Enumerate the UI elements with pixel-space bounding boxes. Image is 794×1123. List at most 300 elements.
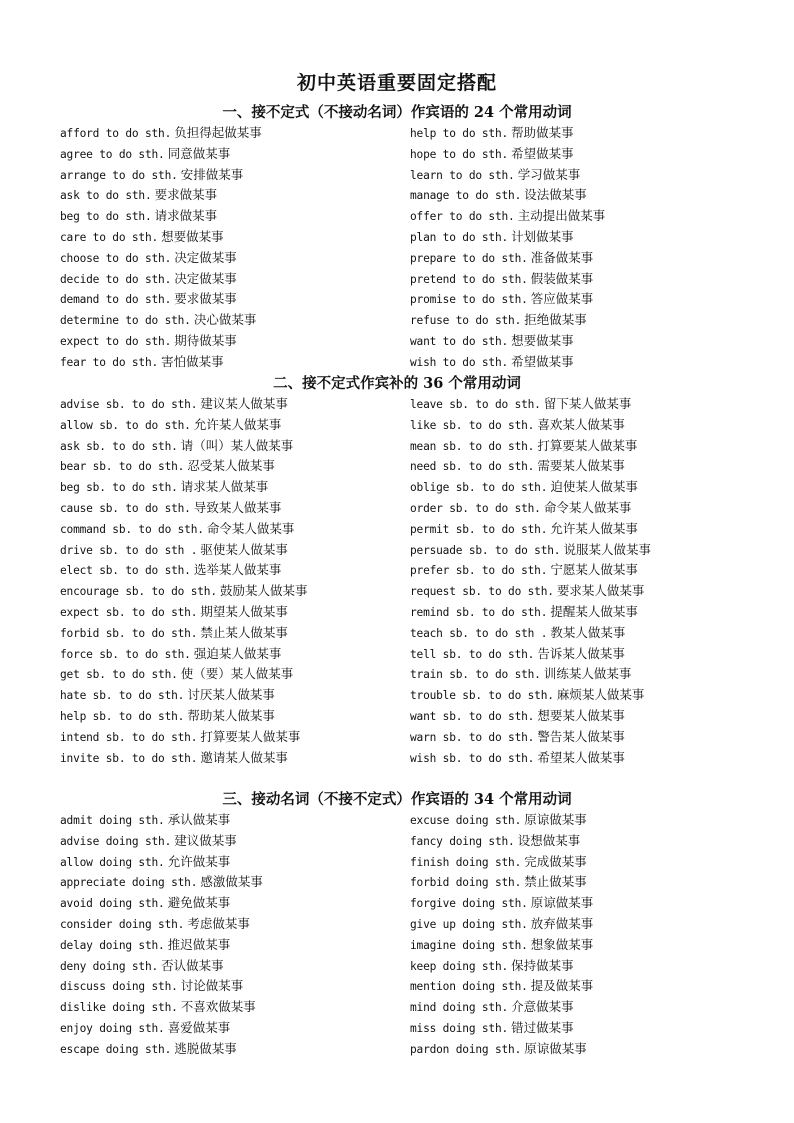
chinese-meaning: 想要做某事	[161, 228, 224, 244]
english-phrase: deny doing sth.	[60, 959, 159, 973]
entry-row	[60, 935, 760, 956]
phrase-entry	[410, 852, 587, 874]
chinese-meaning: 说服某人做某事	[563, 541, 651, 557]
chinese-meaning: 要求某人做某事	[556, 583, 645, 599]
english-phrase: hope to do sth.	[410, 147, 509, 161]
chinese-meaning: 设想做某事	[517, 832, 581, 848]
entry-row	[60, 685, 760, 706]
phrase-entry	[410, 727, 625, 749]
section-1-list	[60, 123, 760, 373]
chinese-meaning: 答应做某事	[530, 291, 594, 307]
entry-row	[60, 227, 760, 248]
english-phrase: oblige sb. to do sth.	[410, 481, 548, 495]
chinese-meaning: 安排做某事	[180, 166, 244, 182]
english-phrase: bear sb. to do sth.	[60, 460, 185, 474]
english-phrase: invite sb. to do sth.	[60, 751, 198, 765]
chinese-meaning: 教某人做某事	[550, 624, 626, 640]
phrase-entry	[410, 831, 580, 853]
english-phrase: appreciate doing sth.	[60, 876, 198, 890]
entry-row	[60, 498, 760, 519]
phrase-entry	[60, 623, 288, 645]
english-phrase: need sb. to do sth.	[410, 460, 535, 474]
chinese-meaning: 害怕做某事	[161, 353, 224, 369]
english-phrase: request sb. to do sth.	[410, 585, 554, 599]
chinese-meaning: 想要某人做某事	[537, 707, 625, 723]
entry-row	[60, 352, 760, 373]
english-phrase: give up doing sth.	[410, 917, 528, 931]
phrase-entry	[410, 477, 638, 499]
english-phrase: decide to do sth.	[60, 272, 172, 286]
chinese-meaning: 迫使某人做某事	[550, 479, 638, 495]
english-phrase: leave sb. to do sth.	[410, 398, 541, 411]
chinese-meaning: 请求做某事	[154, 208, 218, 224]
phrase-entry	[60, 727, 300, 749]
english-phrase: keep doing sth.	[410, 959, 509, 973]
english-phrase: get sb. to do sth.	[60, 668, 178, 682]
chinese-meaning: 决定做某事	[174, 270, 237, 286]
chinese-meaning: 喜爱做某事	[167, 1019, 231, 1035]
phrase-entry	[60, 394, 288, 416]
phrase-entry	[60, 519, 294, 541]
english-phrase: pardon doing sth.	[410, 1042, 522, 1056]
english-phrase: intend sb. to do sth.	[60, 730, 198, 744]
chinese-meaning: 使（要）某人做某事	[180, 666, 294, 682]
phrase-entry	[60, 748, 288, 770]
chinese-meaning: 建议某人做某事	[200, 396, 288, 411]
entry-row	[60, 810, 760, 831]
phrase-entry	[60, 477, 268, 499]
chinese-meaning: 介意做某事	[511, 999, 574, 1015]
phrase-entry	[410, 956, 574, 978]
entry-row	[60, 602, 760, 623]
phrase-entry	[60, 602, 288, 624]
entry-row	[60, 456, 760, 477]
chinese-meaning: 警告某人做某事	[537, 728, 625, 744]
entry-row	[60, 623, 760, 644]
phrase-entry	[410, 498, 631, 520]
chinese-meaning: 讨厌某人做某事	[187, 687, 275, 703]
english-phrase: advise doing sth.	[60, 834, 172, 848]
english-phrase: remind sb. to do sth.	[410, 605, 548, 619]
phrase-entry	[410, 227, 574, 249]
phrase-entry	[60, 123, 262, 145]
phrase-entry	[60, 872, 263, 894]
entry-row	[60, 144, 760, 165]
entry-row	[60, 123, 760, 144]
english-phrase: force sb. to do sth.	[60, 647, 191, 661]
english-phrase: promise to do sth.	[410, 293, 528, 307]
english-phrase: consider doing sth.	[60, 917, 185, 931]
entry-row	[60, 310, 760, 331]
phrase-entry	[60, 352, 224, 374]
chinese-meaning: 推迟做某事	[167, 936, 231, 952]
phrase-entry	[410, 165, 580, 187]
chinese-meaning: 选举某人做某事	[193, 562, 282, 578]
english-phrase: excuse doing sth.	[410, 814, 522, 827]
phrase-entry	[410, 664, 631, 686]
entry-row	[60, 997, 760, 1018]
english-phrase: want sb. to do sth.	[410, 709, 535, 723]
english-phrase: mind doing sth.	[410, 1001, 509, 1015]
phrase-entry	[60, 540, 288, 562]
phrase-entry	[410, 602, 638, 624]
phrase-entry	[410, 394, 631, 416]
phrase-entry	[410, 644, 625, 666]
phrase-entry	[410, 914, 593, 936]
phrase-entry	[410, 810, 587, 832]
phrase-entry	[410, 206, 605, 228]
chinese-meaning: 提醒某人做某事	[550, 603, 638, 619]
english-phrase: mention doing sth.	[410, 980, 528, 994]
phrase-entry	[410, 706, 625, 728]
phrase-entry	[60, 165, 243, 187]
entry-row	[60, 1039, 760, 1060]
entry-row	[60, 165, 760, 186]
chinese-meaning: 学习做某事	[517, 166, 581, 182]
entry-row	[60, 248, 760, 269]
entry-row	[60, 289, 760, 310]
entry-row	[60, 331, 760, 352]
english-phrase: allow doing sth.	[60, 855, 165, 869]
english-phrase: refuse to do sth.	[410, 314, 522, 328]
english-phrase: pretend to do sth.	[410, 272, 528, 286]
phrase-entry	[410, 623, 625, 645]
chinese-meaning: 希望做某事	[511, 145, 574, 161]
phrase-entry	[60, 852, 230, 874]
english-phrase: forgive doing sth.	[410, 897, 528, 911]
chinese-meaning: 导致某人做某事	[193, 499, 282, 515]
chinese-meaning: 决定做某事	[174, 249, 237, 265]
phrase-entry	[410, 436, 637, 458]
chinese-meaning: 要求做某事	[174, 291, 237, 307]
chinese-meaning: 感激做某事	[200, 874, 263, 890]
english-phrase: help sb. to do sth.	[60, 709, 185, 723]
english-phrase: wish to do sth.	[410, 355, 509, 369]
chinese-meaning: 邀请某人做某事	[200, 749, 288, 765]
english-phrase: expect sb. to do sth.	[60, 605, 198, 619]
english-phrase: plan to do sth.	[410, 230, 509, 244]
english-phrase: hate sb. to do sth.	[60, 689, 185, 703]
phrase-entry	[60, 956, 224, 978]
chinese-meaning: 逃脱做某事	[174, 1040, 237, 1056]
chinese-meaning: 错过做某事	[511, 1019, 574, 1035]
english-phrase: like sb. to do sth.	[410, 418, 535, 432]
entry-row	[60, 519, 760, 540]
phrase-entry	[60, 1039, 237, 1061]
phrase-entry	[60, 227, 224, 249]
phrase-entry	[410, 935, 593, 957]
english-phrase: afford to do sth.	[60, 127, 172, 140]
phrase-entry	[60, 269, 237, 291]
phrase-entry	[410, 248, 593, 270]
entry-row	[60, 206, 760, 227]
english-phrase: arrange to do sth.	[60, 168, 178, 182]
english-phrase: admit doing sth.	[60, 814, 165, 827]
english-phrase: forbid sb. to do sth.	[60, 626, 198, 640]
chinese-meaning: 宁愿某人做某事	[550, 562, 638, 578]
chinese-meaning: 强迫某人做某事	[193, 645, 282, 661]
entry-row	[60, 644, 760, 665]
chinese-meaning: 鼓励某人做某事	[219, 583, 308, 599]
chinese-meaning: 要求做某事	[154, 187, 218, 203]
english-phrase: order sb. to do sth.	[410, 501, 541, 515]
phrase-entry	[410, 123, 574, 145]
english-phrase: manage to do sth.	[410, 189, 522, 203]
section-3-heading: 三、接动名词（不接不定式）作宾语的 34 个常用动词	[222, 791, 572, 808]
chinese-meaning: 打算要某人做某事	[200, 728, 301, 744]
chinese-meaning: 帮助做某事	[511, 125, 574, 140]
chinese-meaning: 允许做某事	[167, 853, 231, 869]
chinese-meaning: 建议做某事	[174, 832, 237, 848]
phrase-entry	[410, 893, 593, 915]
chinese-meaning: 驱使某人做某事	[200, 541, 288, 557]
chinese-meaning: 保持做某事	[511, 957, 574, 973]
chinese-meaning: 允许某人做某事	[550, 520, 638, 536]
chinese-meaning: 期望某人做某事	[200, 603, 288, 619]
chinese-meaning: 计划做某事	[511, 228, 574, 244]
chinese-meaning: 期待做某事	[174, 332, 237, 348]
entry-row	[60, 727, 760, 748]
entry-row	[60, 394, 760, 415]
english-phrase: prepare to do sth.	[410, 251, 528, 265]
phrase-entry	[410, 1039, 587, 1061]
chinese-meaning: 讨论做某事	[180, 978, 244, 994]
entry-row	[60, 581, 760, 602]
section-1-heading: 一、接不定式（不接动名词）作宾语的 24 个常用动词	[222, 104, 572, 121]
entry-row	[60, 852, 760, 873]
chinese-meaning: 拒绝做某事	[524, 312, 587, 328]
phrase-entry	[410, 352, 574, 374]
phrase-entry	[410, 748, 625, 770]
chinese-meaning: 放弃做某事	[530, 915, 594, 931]
entry-row	[60, 436, 760, 457]
phrase-entry	[60, 248, 237, 270]
phrase-entry	[60, 810, 230, 832]
entry-row	[60, 540, 760, 561]
entry-row	[60, 477, 760, 498]
phrase-entry	[60, 935, 230, 957]
english-phrase: drive sb. to do sth .	[60, 543, 198, 557]
chinese-meaning: 命令某人做某事	[206, 520, 295, 536]
english-phrase: wish sb. to do sth.	[410, 751, 535, 765]
english-phrase: trouble sb. to do sth.	[410, 689, 554, 703]
english-phrase: choose to do sth.	[60, 251, 172, 265]
english-phrase: help to do sth.	[410, 127, 509, 140]
english-phrase: teach sb. to do sth .	[410, 626, 548, 640]
chinese-meaning: 请求某人做某事	[180, 479, 269, 495]
english-phrase: delay doing sth.	[60, 938, 165, 952]
phrase-entry	[60, 206, 217, 228]
chinese-meaning: 禁止做某事	[524, 874, 587, 890]
phrase-entry	[60, 185, 217, 207]
entry-row	[60, 269, 760, 290]
english-phrase: advise sb. to do sth.	[60, 398, 198, 411]
phrase-entry	[60, 581, 308, 603]
section-2-heading: 二、接不定式作宾补的 36 个常用动词	[273, 375, 521, 392]
english-phrase: tell sb. to do sth.	[410, 647, 535, 661]
phrase-entry	[410, 1018, 574, 1040]
chinese-meaning: 假装做某事	[530, 270, 594, 286]
phrase-entry	[60, 831, 237, 853]
phrase-entry	[410, 976, 593, 998]
english-phrase: elect sb. to do sth.	[60, 564, 191, 578]
english-phrase: fear to do sth.	[60, 355, 159, 369]
phrase-entry	[410, 540, 651, 562]
chinese-meaning: 承认做某事	[167, 812, 231, 827]
phrase-entry	[60, 498, 281, 520]
english-phrase: cause sb. to do sth.	[60, 501, 191, 515]
chinese-meaning: 喜欢某人做某事	[537, 416, 625, 432]
entry-row	[60, 664, 760, 685]
phrase-entry	[410, 560, 638, 582]
section-3-list	[60, 810, 760, 1060]
english-phrase: fancy doing sth.	[410, 834, 515, 848]
chinese-meaning: 训练某人做某事	[543, 666, 632, 682]
english-phrase: permit sb. to do sth.	[410, 522, 548, 536]
chinese-meaning: 避免做某事	[167, 895, 231, 911]
english-phrase: learn to do sth.	[410, 168, 515, 182]
chinese-meaning: 想要做某事	[511, 332, 574, 348]
entry-row	[60, 706, 760, 727]
page-title: 初中英语重要固定搭配	[296, 72, 497, 94]
chinese-meaning: 请（叫）某人做某事	[180, 437, 294, 453]
phrase-entry	[60, 144, 230, 166]
phrase-entry	[60, 560, 281, 582]
chinese-meaning: 允许某人做某事	[193, 416, 282, 432]
english-phrase: demand to do sth.	[60, 293, 172, 307]
chinese-meaning: 负担得起做某事	[174, 125, 262, 140]
english-phrase: train sb. to do sth.	[410, 668, 541, 682]
chinese-meaning: 原谅做某事	[524, 1040, 587, 1056]
chinese-meaning: 同意做某事	[167, 145, 231, 161]
chinese-meaning: 禁止某人做某事	[200, 624, 288, 640]
phrase-entry	[60, 456, 275, 478]
english-phrase: enjoy doing sth.	[60, 1021, 165, 1035]
phrase-entry	[410, 997, 574, 1019]
entry-row	[60, 976, 760, 997]
chinese-meaning: 设法做某事	[524, 187, 587, 203]
phrase-entry	[410, 415, 625, 437]
english-phrase: ask to do sth.	[60, 189, 152, 203]
phrase-entry	[60, 644, 281, 666]
phrase-entry	[410, 185, 587, 207]
chinese-meaning: 麻烦某人做某事	[556, 687, 645, 703]
english-phrase: avoid doing sth.	[60, 897, 165, 911]
english-phrase: command sb. to do sth.	[60, 522, 204, 536]
chinese-meaning: 准备做某事	[530, 249, 594, 265]
english-phrase: ask sb. to do sth.	[60, 439, 178, 453]
phrase-entry	[60, 310, 256, 332]
phrase-entry	[60, 436, 293, 458]
phrase-entry	[60, 997, 256, 1019]
phrase-entry	[60, 893, 230, 915]
english-phrase: care to do sth.	[60, 230, 159, 244]
phrase-entry	[60, 331, 237, 353]
entry-row	[60, 956, 760, 977]
chinese-meaning: 打算要某人做某事	[537, 437, 638, 453]
chinese-meaning: 想象做某事	[530, 936, 594, 952]
english-phrase: agree to do sth.	[60, 147, 165, 161]
phrase-entry	[60, 415, 281, 437]
phrase-entry	[410, 872, 587, 894]
english-phrase: warn sb. to do sth.	[410, 730, 535, 744]
section-2-list	[60, 394, 760, 768]
chinese-meaning: 希望做某事	[511, 353, 574, 369]
entry-row	[60, 560, 760, 581]
english-phrase: beg sb. to do sth.	[60, 481, 178, 495]
chinese-meaning: 告诉某人做某事	[537, 645, 625, 661]
chinese-meaning: 命令某人做某事	[543, 499, 632, 515]
entry-row	[60, 415, 760, 436]
entry-row	[60, 872, 760, 893]
chinese-meaning: 提及做某事	[530, 978, 594, 994]
english-phrase: discuss doing sth.	[60, 980, 178, 994]
entry-row	[60, 1018, 760, 1039]
entry-row	[60, 748, 760, 769]
chinese-meaning: 不喜欢做某事	[180, 999, 256, 1015]
phrase-entry	[410, 144, 574, 166]
phrase-entry	[410, 269, 593, 291]
chinese-meaning: 否认做某事	[161, 957, 224, 973]
chinese-meaning: 帮助某人做某事	[187, 707, 275, 723]
phrase-entry	[60, 664, 293, 686]
phrase-entry	[410, 456, 625, 478]
chinese-meaning: 原谅做某事	[530, 895, 594, 911]
entry-row	[60, 185, 760, 206]
entry-row	[60, 831, 760, 852]
english-phrase: offer to do sth.	[410, 210, 515, 224]
english-phrase: forbid doing sth.	[410, 876, 522, 890]
chinese-meaning: 主动提出做某事	[517, 208, 606, 224]
phrase-entry	[410, 519, 638, 541]
chinese-meaning: 原谅做某事	[524, 812, 587, 827]
chinese-meaning: 希望某人做某事	[537, 749, 625, 765]
english-phrase: mean sb. to do sth.	[410, 439, 535, 453]
phrase-entry	[410, 685, 644, 707]
phrase-entry	[410, 331, 574, 353]
phrase-entry	[60, 914, 250, 936]
english-phrase: beg to do sth.	[60, 210, 152, 224]
chinese-meaning: 决心做某事	[193, 312, 257, 328]
english-phrase: encourage sb. to do sth.	[60, 585, 217, 599]
phrase-entry	[60, 1018, 230, 1040]
english-phrase: prefer sb. to do sth.	[410, 564, 548, 578]
english-phrase: escape doing sth.	[60, 1042, 172, 1056]
chinese-meaning: 需要某人做某事	[537, 458, 625, 474]
english-phrase: imagine doing sth.	[410, 938, 528, 952]
phrase-entry	[60, 706, 275, 728]
chinese-meaning: 考虑做某事	[187, 915, 250, 931]
phrase-entry	[60, 685, 275, 707]
english-phrase: expect to do sth.	[60, 334, 172, 348]
phrase-entry	[410, 310, 587, 332]
phrase-entry	[60, 976, 243, 998]
english-phrase: finish doing sth.	[410, 855, 522, 869]
english-phrase: want to do sth.	[410, 334, 509, 348]
english-phrase: persuade sb. to do sth.	[410, 543, 561, 557]
entry-row	[60, 914, 760, 935]
entry-row	[60, 893, 760, 914]
english-phrase: miss doing sth.	[410, 1021, 509, 1035]
english-phrase: dislike doing sth.	[60, 1001, 178, 1015]
chinese-meaning: 忍受某人做某事	[187, 458, 275, 474]
phrase-entry	[410, 289, 593, 311]
chinese-meaning: 完成做某事	[524, 853, 587, 869]
chinese-meaning: 留下某人做某事	[543, 396, 632, 411]
english-phrase: allow sb. to do sth.	[60, 418, 191, 432]
phrase-entry	[60, 289, 237, 311]
phrase-entry	[410, 581, 644, 603]
